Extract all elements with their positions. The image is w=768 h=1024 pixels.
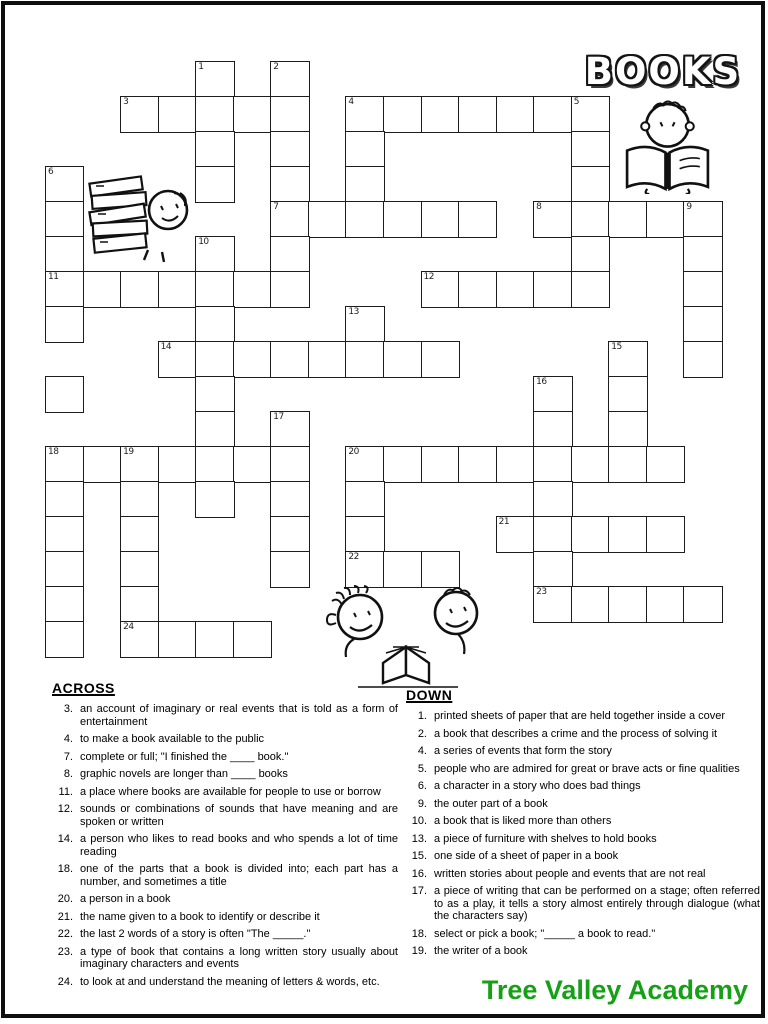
clue-text: the name given to a book to identify or describe it [80, 910, 320, 923]
grid-cell [496, 446, 535, 483]
two-kids-sharing-book-illustration [298, 583, 518, 689]
cell-number: 22 [348, 552, 359, 562]
grid-cell [45, 236, 84, 273]
grid-cell [646, 446, 685, 483]
grid-cell [120, 551, 159, 588]
grid-cell [608, 411, 647, 448]
clue-item [406, 728, 760, 741]
clue-item [52, 863, 398, 888]
cell-number: 12 [423, 272, 434, 282]
clue-text: a book that is liked more than others [434, 815, 612, 827]
grid-cell [233, 341, 272, 378]
grid-cell [45, 551, 84, 588]
clue-number: 5. [417, 762, 427, 775]
down-clue-list [406, 710, 760, 958]
grid-cell [270, 271, 309, 308]
clue-item [406, 763, 760, 776]
clue-number: 4. [417, 745, 427, 757]
clue-number: 2. [417, 727, 427, 740]
cell-number: 13 [348, 307, 359, 317]
clue-text: written stories about people and events that are not real [434, 867, 706, 880]
clue-text: to look at and understand the meaning of letters & words, etc. [80, 975, 380, 988]
grid-cell [571, 271, 610, 308]
clue-item [52, 976, 398, 989]
grid-cell [120, 516, 159, 553]
clue-item [52, 911, 398, 924]
clue-number: 18. [411, 927, 427, 940]
clue-number: 20. [57, 893, 73, 905]
grid-cell [496, 96, 535, 133]
clue-number: 14. [57, 833, 73, 845]
cell-number: 7 [273, 202, 279, 212]
clue-text: a series of events that form the story [434, 745, 612, 757]
grid-cell [608, 376, 647, 413]
grid-cell [233, 96, 272, 133]
grid-cell [608, 446, 647, 483]
clue-text: the outer part of a book [434, 797, 548, 810]
grid-cell [458, 201, 497, 238]
grid-cell [345, 201, 384, 238]
grid-cell [233, 271, 272, 308]
grid-cell [158, 271, 197, 308]
clue-text: a person who likes to read books and who spends a lot of time reading [80, 833, 398, 858]
grid-cell [345, 306, 384, 343]
clue-number: 7. [63, 750, 73, 763]
grid-cell [45, 271, 84, 308]
grid-cell [608, 586, 647, 623]
grid-cell [233, 621, 272, 658]
puzzle-title: BOOKS [584, 50, 742, 93]
grid-cell [45, 306, 84, 343]
cell-number: 2 [273, 62, 279, 72]
clue-item [406, 833, 760, 846]
grid-cell [195, 306, 234, 343]
grid-cell [571, 446, 610, 483]
clue-text: one side of a sheet of paper in a book [434, 850, 619, 862]
grid-cell [45, 481, 84, 518]
down-clues-section [406, 687, 760, 963]
cell-number: 6 [48, 167, 54, 177]
grid-cell [533, 376, 572, 413]
grid-cell [270, 236, 309, 273]
clue-item [52, 893, 398, 906]
grid-cell [608, 341, 647, 378]
grid-cell [195, 61, 234, 98]
grid-cell [120, 446, 159, 483]
clue-item [52, 946, 398, 971]
grid-cell [158, 621, 197, 658]
grid-cell [345, 96, 384, 133]
grid-cell [270, 201, 309, 238]
clue-number: 23. [57, 945, 73, 958]
cell-number: 8 [536, 202, 542, 212]
grid-cell [646, 201, 685, 238]
child-carrying-book-stack-illustration [82, 162, 202, 264]
grid-cell [45, 516, 84, 553]
grid-cell [270, 446, 309, 483]
clue-text: sounds or combinations of sounds that have meaning and are spoken or written [80, 803, 398, 828]
grid-cell [608, 201, 647, 238]
grid-cell [533, 201, 572, 238]
clue-text: a type of book that contains a long written story usually about imaginary characters and events [80, 945, 398, 970]
grid-cell [120, 271, 159, 308]
clue-item [406, 885, 760, 923]
clue-number: 4. [63, 733, 73, 745]
grid-cell [120, 621, 159, 658]
clue-text: a piece of writing that can be performed on a stage; often referred to as a play, it tells a story almost entirely through dialogue (what the characters say) [434, 885, 760, 922]
grid-cell [195, 481, 234, 518]
grid-cell [158, 96, 197, 133]
clue-text: a place where books are available for people to use or borrow [80, 785, 381, 798]
grid-cell [383, 446, 422, 483]
grid-cell [683, 236, 722, 273]
grid-cell [83, 271, 122, 308]
grid-cell [45, 376, 84, 413]
grid-cell [345, 166, 384, 203]
grid-cell [533, 516, 572, 553]
grid-cell [195, 376, 234, 413]
grid-cell [195, 411, 234, 448]
clue-text: the last 2 words of a story is often "The _____." [80, 928, 311, 940]
grid-cell [533, 271, 572, 308]
grid-cell [158, 446, 197, 483]
grid-cell [421, 446, 460, 483]
grid-cell [345, 131, 384, 168]
grid-cell [571, 236, 610, 273]
grid-cell [270, 96, 309, 133]
clue-item [406, 710, 760, 723]
grid-cell [646, 586, 685, 623]
grid-cell [458, 271, 497, 308]
clue-text: a person in a book [80, 893, 171, 905]
clue-item [406, 945, 760, 958]
clue-text: a piece of furniture with shelves to hold books [434, 832, 657, 845]
grid-cell [571, 131, 610, 168]
grid-cell [383, 341, 422, 378]
clue-text: a book that describes a crime and the process of solving it [434, 727, 718, 740]
grid-cell [120, 586, 159, 623]
grid-cell [195, 96, 234, 133]
grid-cell [45, 201, 84, 238]
clue-text: graphic novels are longer than ____ books [80, 768, 288, 780]
grid-cell [345, 446, 384, 483]
grid-cell [421, 96, 460, 133]
clue-item [406, 928, 760, 941]
grid-cell [345, 481, 384, 518]
grid-cell [270, 341, 309, 378]
clue-text: complete or full; "I finished the ____ book." [80, 750, 289, 763]
grid-cell [308, 201, 347, 238]
grid-cell [270, 516, 309, 553]
clue-item [52, 768, 398, 781]
cell-number: 11 [48, 272, 59, 282]
clue-text: select or pick a book; "_____ a book to read." [434, 927, 656, 940]
clue-number: 17. [411, 885, 427, 897]
clue-number: 6. [417, 780, 427, 792]
clue-number: 12. [57, 803, 73, 815]
grid-cell [270, 61, 309, 98]
grid-cell [45, 621, 84, 658]
grid-cell [533, 551, 572, 588]
grid-cell [571, 201, 610, 238]
cell-number: 16 [536, 377, 547, 387]
grid-cell [646, 516, 685, 553]
grid-cell [496, 516, 535, 553]
grid-cell [496, 271, 535, 308]
clue-text: people who are admired for great or brave acts or fine qualities [434, 762, 740, 775]
grid-cell [270, 166, 309, 203]
grid-cell [683, 341, 722, 378]
clue-number: 22. [57, 928, 73, 940]
across-header: ACROSS [52, 680, 115, 696]
clue-number: 10. [411, 815, 427, 827]
grid-cell [233, 446, 272, 483]
clue-number: 13. [411, 832, 427, 845]
clue-item [52, 928, 398, 941]
grid-cell [195, 446, 234, 483]
grid-cell [195, 271, 234, 308]
grid-cell [83, 446, 122, 483]
boy-reading-book-illustration [615, 98, 720, 194]
grid-cell [120, 481, 159, 518]
cell-number: 21 [498, 517, 510, 527]
grid-cell [571, 96, 610, 133]
clue-item [52, 751, 398, 764]
cell-number: 24 [123, 622, 134, 632]
grid-cell [458, 96, 497, 133]
cell-number: 17 [273, 412, 284, 422]
clue-number: 11. [58, 785, 73, 798]
grid-cell [533, 481, 572, 518]
cell-number: 20 [348, 447, 359, 457]
grid-cell [571, 166, 610, 203]
grid-cell [571, 586, 610, 623]
clue-item [52, 786, 398, 799]
cell-number: 5 [573, 97, 579, 107]
grid-cell [533, 586, 572, 623]
grid-cell [45, 166, 84, 203]
grid-cell [683, 306, 722, 343]
grid-cell [345, 341, 384, 378]
clue-number: 21. [57, 910, 73, 923]
clue-item [406, 850, 760, 863]
cell-number: 10 [198, 237, 209, 247]
grid-cell [270, 411, 309, 448]
clue-number: 15. [411, 850, 427, 862]
clue-item [52, 803, 398, 828]
cell-number: 19 [123, 447, 134, 457]
clue-number: 18. [57, 863, 73, 875]
clue-item [52, 833, 398, 858]
cell-number: 9 [686, 202, 692, 212]
grid-cell [120, 96, 159, 133]
grid-cell [45, 446, 84, 483]
clue-text: to make a book available to the public [80, 733, 265, 745]
clue-item [406, 868, 760, 881]
cell-number: 4 [348, 97, 354, 107]
cell-number: 3 [123, 97, 129, 107]
grid-cell [683, 201, 722, 238]
grid-cell [683, 271, 722, 308]
grid-cell [195, 621, 234, 658]
grid-cell [421, 271, 460, 308]
clue-text: one of the parts that a book is divided into; each part has a number, and sometimes a title [80, 863, 398, 888]
down-header: DOWN [406, 687, 453, 703]
clue-text: an account of imaginary or real events that is told as a form of entertainment [80, 703, 398, 728]
clue-number: 1. [417, 710, 427, 722]
grid-cell [383, 201, 422, 238]
clue-item [406, 798, 760, 811]
site-branding: Tree Valley Academy [481, 975, 748, 1005]
across-clues-section [52, 680, 398, 993]
grid-cell [533, 96, 572, 133]
cell-number: 15 [611, 342, 622, 352]
grid-cell [458, 446, 497, 483]
clue-number: 8. [63, 768, 73, 780]
grid-cell [270, 481, 309, 518]
clue-number: 24. [57, 975, 73, 988]
grid-cell [533, 446, 572, 483]
grid-cell [195, 341, 234, 378]
grid-cell [308, 341, 347, 378]
grid-cell [683, 586, 722, 623]
grid-cell [383, 96, 422, 133]
clue-text: the writer of a book [434, 945, 528, 957]
clue-item [52, 733, 398, 746]
clue-number: 9. [417, 797, 427, 810]
grid-cell [608, 516, 647, 553]
cell-number: 1 [198, 62, 204, 72]
grid-cell [45, 586, 84, 623]
clue-number: 19. [411, 945, 427, 957]
clue-number: 3. [63, 703, 73, 715]
across-clue-list [52, 703, 398, 988]
grid-cell [270, 131, 309, 168]
grid-cell [533, 411, 572, 448]
grid-cell [421, 201, 460, 238]
clue-number: 16. [411, 867, 427, 880]
clue-item [52, 703, 398, 728]
clue-item [406, 745, 760, 758]
clue-text: printed sheets of paper that are held together inside a cover [434, 710, 726, 722]
clue-item [406, 780, 760, 793]
grid-cell [158, 341, 197, 378]
grid-cell [571, 516, 610, 553]
clue-item [406, 815, 760, 828]
cell-number: 14 [160, 342, 172, 352]
grid-cell [421, 341, 460, 378]
clue-text: a character in a story who does bad things [434, 780, 641, 792]
cell-number: 18 [48, 447, 59, 457]
grid-cell [345, 516, 384, 553]
cell-number: 23 [536, 587, 547, 597]
